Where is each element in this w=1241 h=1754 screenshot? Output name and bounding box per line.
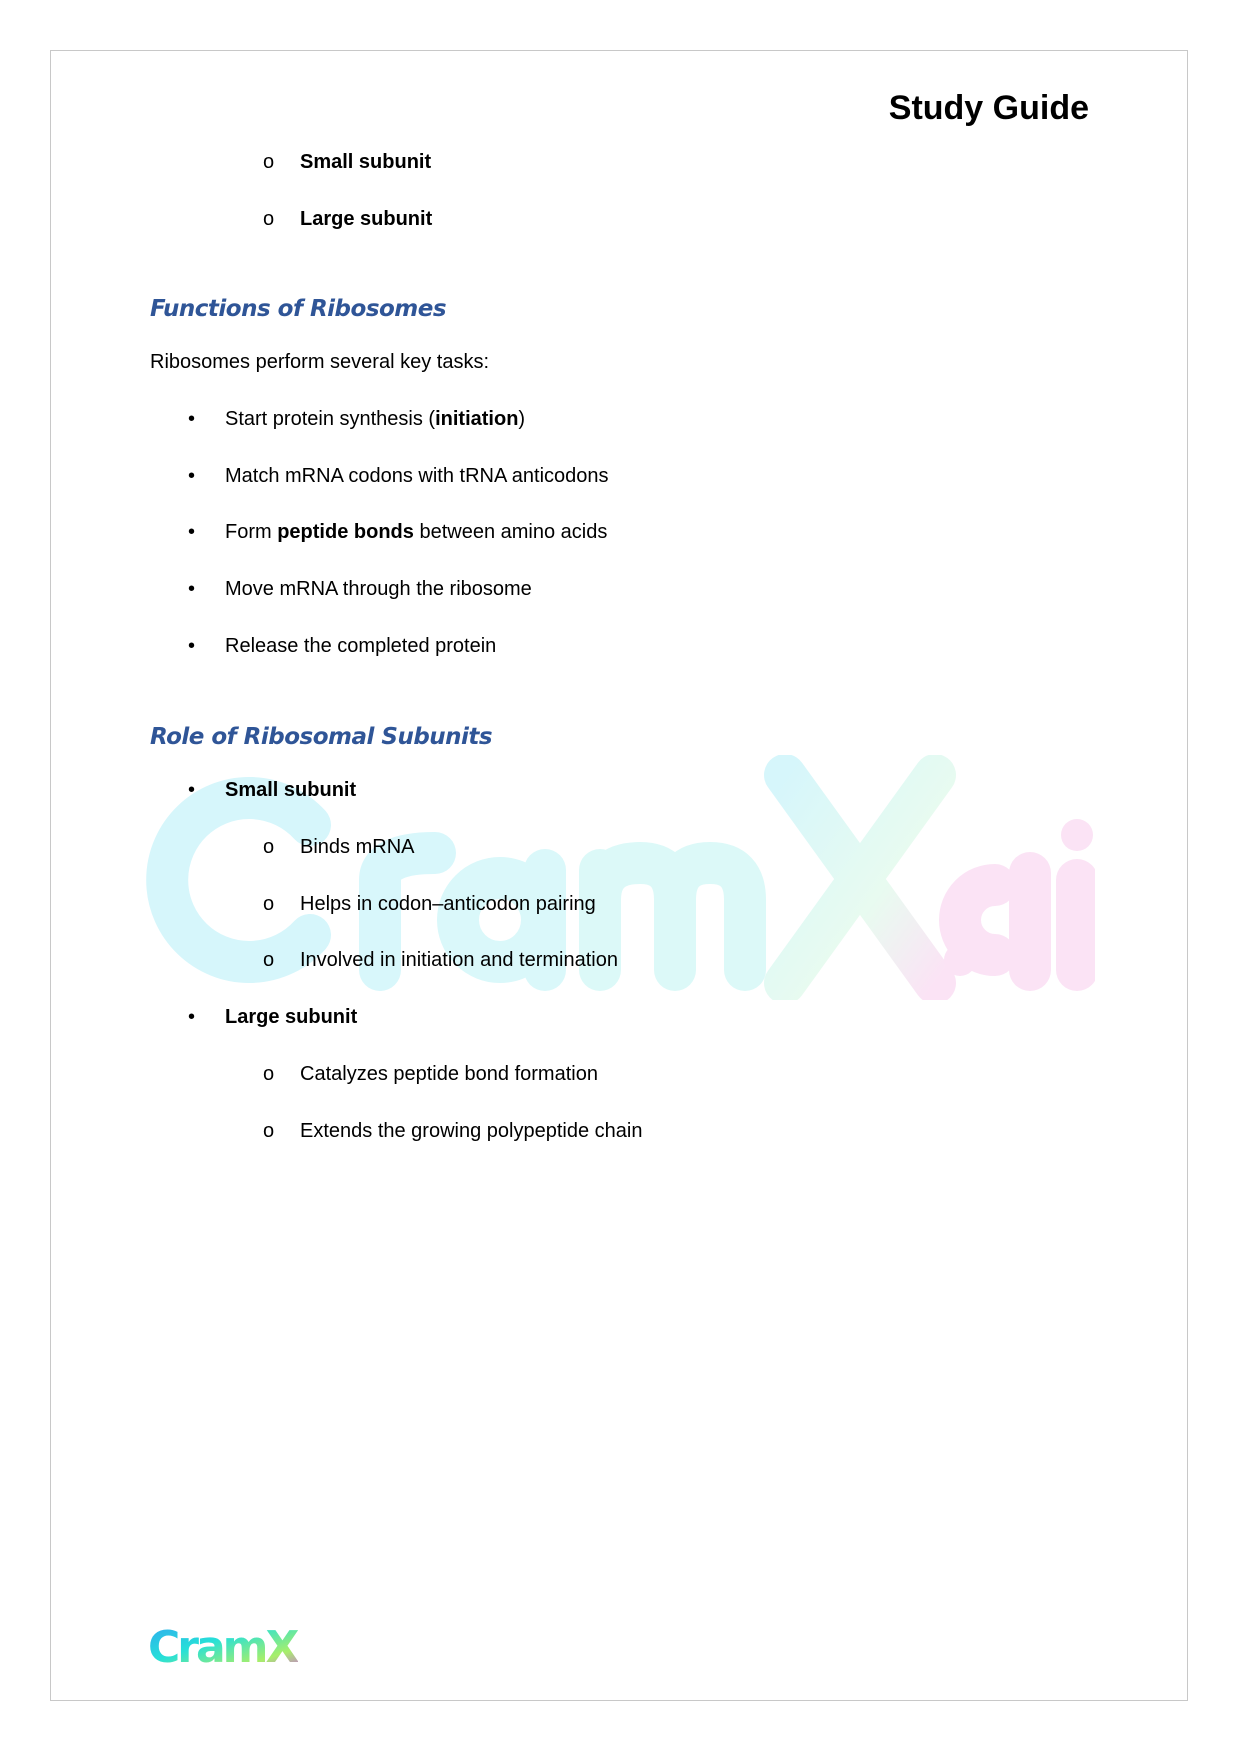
bullet: •	[188, 408, 196, 430]
function-item-pre: Start protein synthesis (	[225, 408, 436, 430]
sub-bullet: o	[263, 836, 275, 858]
sub-bullet: o	[263, 1120, 275, 1142]
function-item-bold: initiation	[435, 408, 519, 430]
functions-intro: Ribosomes perform several key tasks:	[150, 351, 490, 373]
function-item-pre: Form	[225, 521, 278, 543]
function-item	[225, 636, 496, 656]
functions-heading: Functions of Ribosomes	[150, 296, 447, 322]
page-title: Study Guide	[888, 89, 1089, 127]
bullet: •	[188, 779, 196, 801]
sub-bullet: o	[263, 151, 275, 173]
list-item: Involved in initiation and termination	[300, 949, 618, 971]
bullet: •	[188, 521, 196, 543]
svg-text:CramX: CramX	[148, 1622, 297, 1670]
list-item: Binds mRNA	[300, 836, 415, 858]
function-item-pre: Match mRNA codons with tRNA anticodons	[225, 465, 609, 487]
function-item	[225, 579, 532, 599]
function-item	[225, 466, 609, 486]
function-item	[225, 522, 607, 542]
large-subunit-label: Large subunit	[225, 1006, 358, 1028]
list-item: Extends the growing polypeptide chain	[300, 1120, 643, 1142]
bullet: •	[188, 635, 196, 657]
function-item-post: )	[518, 408, 526, 430]
list-item: Catalyzes peptide bond formation	[300, 1063, 598, 1085]
function-item-bold: peptide bonds	[277, 521, 414, 543]
function-item	[225, 409, 525, 429]
sub-bullet: o	[263, 949, 275, 971]
sub-bullet: o	[263, 1063, 275, 1085]
cramx-logo	[148, 1622, 298, 1670]
function-item-post: between amino acids	[413, 521, 608, 543]
bullet: •	[188, 465, 196, 487]
small-subunit-label: Small subunit	[225, 779, 357, 801]
list-item: Large subunit	[300, 208, 433, 230]
list-item: Helps in codon–anticodon pairing	[300, 893, 596, 915]
sub-bullet: o	[263, 208, 275, 230]
function-item-pre: Release the completed protein	[225, 635, 497, 657]
function-item-pre: Move mRNA through the ribosome	[225, 578, 532, 600]
list-item: Small subunit	[300, 151, 432, 173]
roles-heading: Role of Ribosomal Subunits	[150, 724, 493, 750]
sub-bullet: o	[263, 893, 275, 915]
bullet: •	[188, 1006, 196, 1028]
bullet: •	[188, 578, 196, 600]
